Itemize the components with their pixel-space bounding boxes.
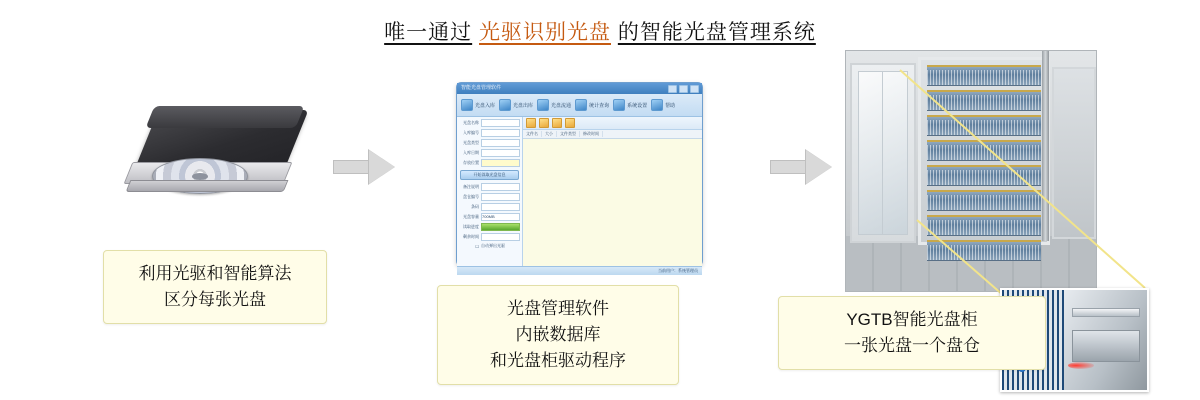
delete-icon[interactable]: [552, 118, 562, 128]
callout-cabinet: [778, 296, 1046, 370]
cabinet-shelf: [927, 165, 1041, 186]
toolbar-label-5: 帮助: [665, 102, 676, 109]
app-main-panel: [523, 117, 702, 266]
callout2-line3: 和光盘柜驱动程序: [490, 351, 626, 370]
form-input-5[interactable]: [481, 183, 520, 191]
form-row-10[interactable]: [459, 233, 520, 241]
toolbar-item-1[interactable]: [499, 99, 533, 111]
toolbar-label-3: 统计查询: [589, 102, 610, 109]
progress-bar: [481, 223, 520, 231]
form-row-9[interactable]: [459, 223, 520, 231]
cabinet-shelf: [927, 190, 1041, 211]
arrow2-head: [806, 150, 832, 184]
disc-circulation-icon: [537, 99, 549, 111]
folder-icon[interactable]: [526, 118, 536, 128]
arrow-software-to-cabinet: [770, 150, 832, 184]
arrow1-head: [369, 150, 395, 184]
optical-drive-illustration: [120, 100, 330, 220]
statistics-icon: [575, 99, 587, 111]
cabinet-side-panel: [1052, 67, 1096, 239]
callout2-line1: 光盘管理软件: [507, 299, 609, 318]
cabinet-shelf: [927, 140, 1041, 161]
toolbar-label-2: 光盘流通: [551, 102, 572, 109]
disc-hub: [192, 173, 208, 180]
arrow-drive-to-software: [333, 150, 395, 184]
callout-software: [437, 285, 679, 385]
form-row-1[interactable]: [459, 129, 520, 137]
form-input-0[interactable]: [481, 119, 520, 127]
toolbar-item-5[interactable]: [651, 99, 675, 111]
gear-icon: [613, 99, 625, 111]
app-title-text: 智能光盘管理软件: [461, 85, 502, 91]
column-header-2: 文件类型: [557, 131, 580, 137]
form-row-4[interactable]: [459, 159, 520, 167]
form-row-3[interactable]: [459, 149, 520, 157]
form-input-7[interactable]: [481, 203, 520, 211]
status-bar: 当前用户：系统管理员: [457, 266, 702, 275]
help-icon: [651, 99, 663, 111]
form-label-7: 条码: [471, 204, 479, 209]
form-label-1: 入库编号: [463, 130, 479, 135]
form-input-4[interactable]: [481, 159, 520, 167]
form-value-capacity[interactable]: 700MB: [481, 213, 520, 221]
form-label-2: 光盘类型: [463, 140, 479, 145]
column-header-0: 文件名: [523, 131, 542, 137]
form-row-8[interactable]: [459, 213, 520, 221]
disc-cabinet-photo: [845, 50, 1097, 292]
cabinet-glass-pane: [858, 71, 908, 235]
form-label-8: 光盘容量: [463, 214, 479, 219]
app-side-form[interactable]: [457, 117, 523, 266]
export-icon[interactable]: [565, 118, 575, 128]
toolbar-label-0: 光盘入库: [475, 102, 496, 109]
cabinet-shelf: [927, 215, 1041, 236]
close-icon[interactable]: [690, 85, 699, 93]
file-list-header: [523, 130, 702, 139]
disc-out-icon: [499, 99, 511, 111]
app-toolbar[interactable]: [457, 94, 702, 117]
arrow2-shaft: [770, 160, 808, 174]
cabinet-shelf: [927, 65, 1041, 86]
toolbar-item-4[interactable]: [613, 99, 647, 111]
maximize-icon[interactable]: [679, 85, 688, 93]
title-suffix: 的智能光盘管理系统: [617, 21, 816, 44]
checkbox-icon[interactable]: ☐: [475, 243, 479, 249]
title-highlight: 光驱识别光盘: [479, 21, 611, 44]
form-label-10: 剩余时间: [463, 234, 479, 239]
column-header-1: 大小: [542, 131, 557, 137]
form-row-checkbox[interactable]: [459, 243, 520, 249]
form-input-1[interactable]: [481, 129, 520, 137]
page-title: [0, 16, 1200, 46]
callout3-line2: 一张光盘一个盘仓: [844, 336, 980, 355]
slot-rail-upper: [1072, 308, 1140, 317]
slot-rail-lower: [1072, 330, 1140, 362]
form-row-0[interactable]: [459, 119, 520, 127]
minimize-icon[interactable]: [668, 85, 677, 93]
callout-optical-drive: [103, 250, 327, 324]
form-input-10[interactable]: [481, 233, 520, 241]
checkbox-label: 自动弹出光驱: [481, 243, 505, 248]
cabinet-shelf: [927, 115, 1041, 136]
form-row-5[interactable]: [459, 183, 520, 191]
read-disc-button[interactable]: 开始读取光盘信息: [460, 170, 519, 180]
callout2-line2: 内嵌数据库: [515, 325, 601, 344]
callout3-line1: YGTB智能光盘柜: [846, 310, 978, 329]
title-prefix: 唯一通过: [384, 21, 473, 44]
cabinet-glass-door: [850, 63, 916, 243]
app-body: [457, 117, 702, 266]
arrow1-shaft: [333, 160, 371, 174]
form-row-7[interactable]: [459, 203, 520, 211]
window-controls[interactable]: [668, 85, 699, 93]
form-label-0: 光盘名称: [463, 120, 479, 125]
drive-front-bezel: [126, 180, 289, 192]
form-input-3[interactable]: [481, 149, 520, 157]
form-row-2[interactable]: [459, 139, 520, 147]
drive-top-panel: [146, 106, 305, 128]
file-toolbar[interactable]: [523, 117, 702, 130]
form-label-9: 读取进度: [463, 224, 479, 229]
cabinet-shelf: [927, 240, 1041, 261]
toolbar-label-4: 系统设置: [627, 102, 648, 109]
toolbar-label-1: 光盘出库: [513, 102, 534, 109]
callout1-line1: 利用光驱和智能算法: [138, 264, 292, 283]
form-label-3: 入库日期: [463, 150, 479, 155]
cabinet-shelf: [927, 90, 1041, 111]
toolbar-item-2[interactable]: [537, 99, 571, 111]
cabinet-shelf-stack: [918, 57, 1050, 245]
cabinet-vertical-rail: [1042, 51, 1049, 241]
management-software-window[interactable]: [456, 82, 703, 273]
form-label-4: 存放位置: [463, 160, 479, 165]
form-row-6[interactable]: [459, 193, 520, 201]
form-label-6: 盘仓编号: [463, 194, 479, 199]
app-titlebar: [457, 83, 702, 94]
form-input-6[interactable]: [481, 193, 520, 201]
toolbar-item-3[interactable]: [575, 99, 609, 111]
form-label-5: 备注说明: [463, 184, 479, 189]
toolbar-item-0[interactable]: [461, 99, 495, 111]
form-input-2[interactable]: [481, 139, 520, 147]
file-list[interactable]: [523, 139, 702, 266]
callout1-line2: 区分每张光盘: [164, 290, 266, 309]
column-header-3: 修改时间: [580, 131, 603, 137]
laser-indicator: [1068, 362, 1094, 369]
disc-in-icon: [461, 99, 473, 111]
refresh-icon[interactable]: [539, 118, 549, 128]
